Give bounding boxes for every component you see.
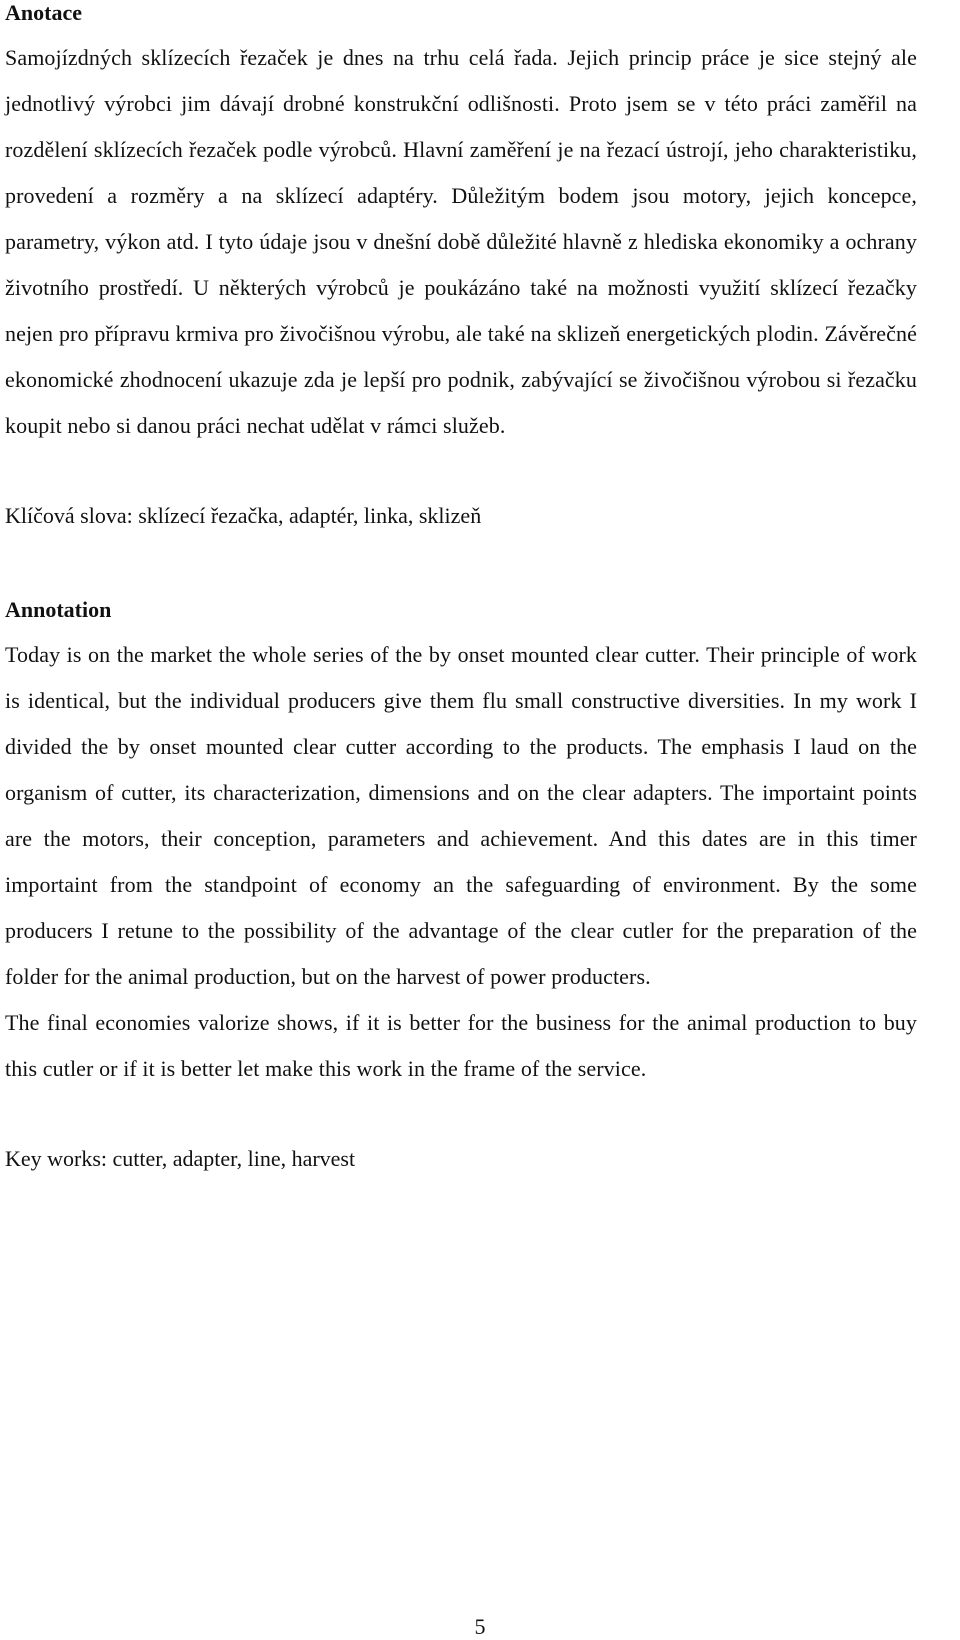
czech-abstract-paragraph: Samojízdných sklízecích řezaček je dnes na trhu celá řada. Jejich princip práce je sice stejný ale jednotlivý výrobci jim dávají drobné konstrukční odlišnosti. Proto jsem se v této práci zaměřil na rozdělení sklízecích řezaček podle výrobců. Hlavní zaměření je na řezací ústrojí, jeho charakteristiku, provedení a rozměry a na sklízecí adaptéry. Důležitým bodem jsou motory, jejich koncepce, parametry, výkon atd. I tyto údaje jsou v dnešní době důležité hlavně z hlediska ekonomiky a ochrany životního prostředí. U některých výrobců je poukázáno také na možnosti využití sklízecí řezačky nejen pro přípravu krmiva pro živočišnou výrobu, ale také na sklizeň energetických plodin. Závěrečné ekonomické zhodnocení ukazuje zda je lepší pro podnik, zabývající se živočišnou výrobou si řezačku koupit nebo si danou práci nechat udělat v rámci služeb. — [5, 45, 917, 438]
page-number: 5 — [474, 1614, 486, 1639]
czech-keywords: Klíčová slova: sklízecí řezačka, adaptér, linka, sklizeň — [5, 503, 482, 528]
document-page — [5, 0, 917, 1182]
czech-heading: Anotace — [5, 0, 82, 25]
english-abstract-paragraph-1: Today is on the market the whole series of the by onset mounted clear cutter. Their principle of work is identical, but the individual producers give them flu small constructive diversities. In my work I divided the by onset mounted clear cutter according to the products. The emphasis I laud on the organism of cutter, its characterization, dimensions and on the clear adapters. The importaint points are the motors, their conception, parameters and achievement. And this dates are in this timer importaint from the standpoint of economy an the safeguarding of environment. By the some producers I retune to the possibility of the advantage of the clear cutler for the preparation of the folder for the animal production, but on the harvest of power producters. — [5, 642, 917, 989]
english-heading: Annotation — [5, 597, 112, 622]
english-keywords: Key works: cutter, adapter, line, harvest — [5, 1146, 356, 1171]
english-abstract-paragraph-2: The final economies valorize shows, if it is better for the business for the animal production to buy this cutler or if it is better let make this work in the frame of the service. — [5, 1010, 917, 1081]
